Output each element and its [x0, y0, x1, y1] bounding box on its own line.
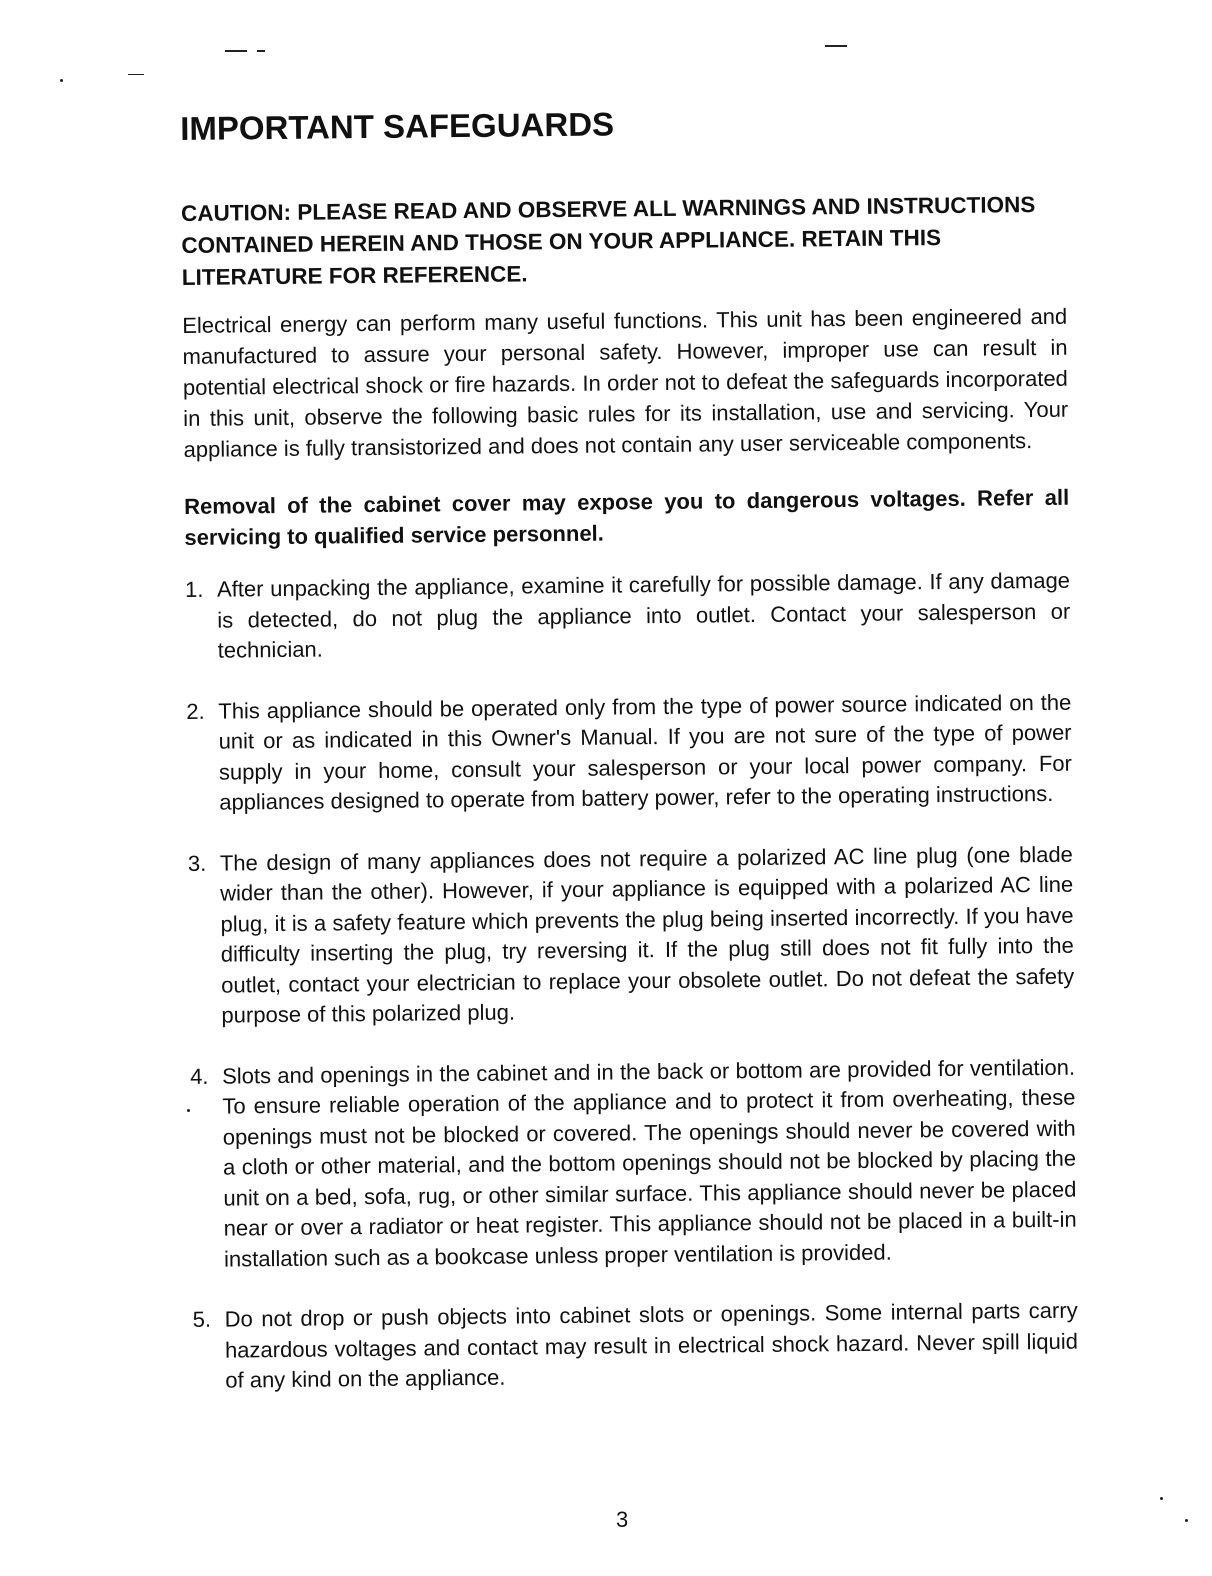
- list-item: [186, 687, 1072, 818]
- item-number: 5.: [192, 1306, 212, 1332]
- item-text: The design of many appliances does not require a polarized AC line plug (one blade wider than the other). However, if your appliance is equipped with a polarized AC line plug, it is a safety feature which prevents the plug being inserted incorrectly. If you have difficulty inserting the plug, try reversing it. If the plug still does not fit fully into the outlet, contact your electrician to replace your obsolete outlet. Do not defeat the safety purpose of this polarized plug.: [219, 841, 1075, 1028]
- list-item: [190, 1052, 1077, 1275]
- page-title: IMPORTANT SAFEGUARDS: [180, 105, 615, 147]
- item-text: Slots and openings in the cabinet and in the back or bottom are provided for ventilation. To ensure reliable operation of the appliance and to protect it from overheating, these openings must not be blocked or covered. The openings should never be covered with a cloth or other material, and the bottom openings should not be blocked by placing the unit on a bed, sofa, rug, or other similar surface. This appliance should never be placed near or over a radiator or heat register. This appliance should not be placed in a built-in installation such as a bookcase unless proper ventilation is provided.: [221, 1054, 1077, 1272]
- item-text: This appliance should be operated only from the type of power source indicated on the unit or as indicated in this Owner's Manual. If you are not sure of the type of power supply in your home, consult your salesperson or your local power company. For appliances designed to operate from battery power, refer to the operating instructions.: [218, 689, 1073, 815]
- document-body: [180, 101, 1079, 1427]
- scan-artifact: [128, 74, 144, 75]
- voltage-warning: Removal of the cabinet cover may expose you to dangerous voltages. Refer all servicing to qualified service personnel.: [184, 484, 1070, 550]
- list-item: [185, 566, 1071, 667]
- item-number: 2.: [186, 698, 205, 724]
- scan-artifact: [257, 50, 265, 52]
- scan-artifact: [1160, 1497, 1163, 1500]
- item-text: Do not drop or push objects into cabinet slots or openings. Some internal parts carry hazardous voltages and contact may result in electrical shock hazard. Never spill liquid of any kind on the appliance.: [224, 1297, 1079, 1393]
- item-number: 4.: [189, 1063, 209, 1089]
- intro-paragraph: Electrical energy can perform many useful functions. This unit has been engineered and manufactured to assure your personal safety. However, improper use can result in potential electrical shock or fire hazards. In order not to defeat the safeguards incorporated in this unit, observe the following basic rules for its installation, use and servicing. Your appliance is fully transistorized and does not contain any user serviceable components.: [182, 303, 1069, 462]
- scan-artifact: [825, 45, 847, 47]
- safeguard-list: [185, 566, 1079, 1397]
- scan-artifact: [60, 79, 63, 82]
- caution-notice: CAUTION: PLEASE READ AND OBSERVE ALL WARNINGS AND INSTRUCTIONS CONTAINED HEREIN AND THOSE ON YOUR APPLIANCE. RETAIN THIS LITERATURE FOR REFERENCE.: [180, 192, 1036, 290]
- page-number: 3: [616, 1507, 629, 1532]
- item-number: 1.: [184, 576, 204, 602]
- item-number: 3.: [187, 850, 207, 876]
- list-item: [188, 839, 1075, 1031]
- list-item: [193, 1296, 1079, 1397]
- scan-artifact: [1185, 1519, 1188, 1522]
- scan-artifact: [225, 50, 247, 52]
- item-text: After unpacking the appliance, examine it carefully for possible damage. If any damage is detected, do not plug the appliance into outlet. Contact your salesperson or technician.: [216, 567, 1071, 663]
